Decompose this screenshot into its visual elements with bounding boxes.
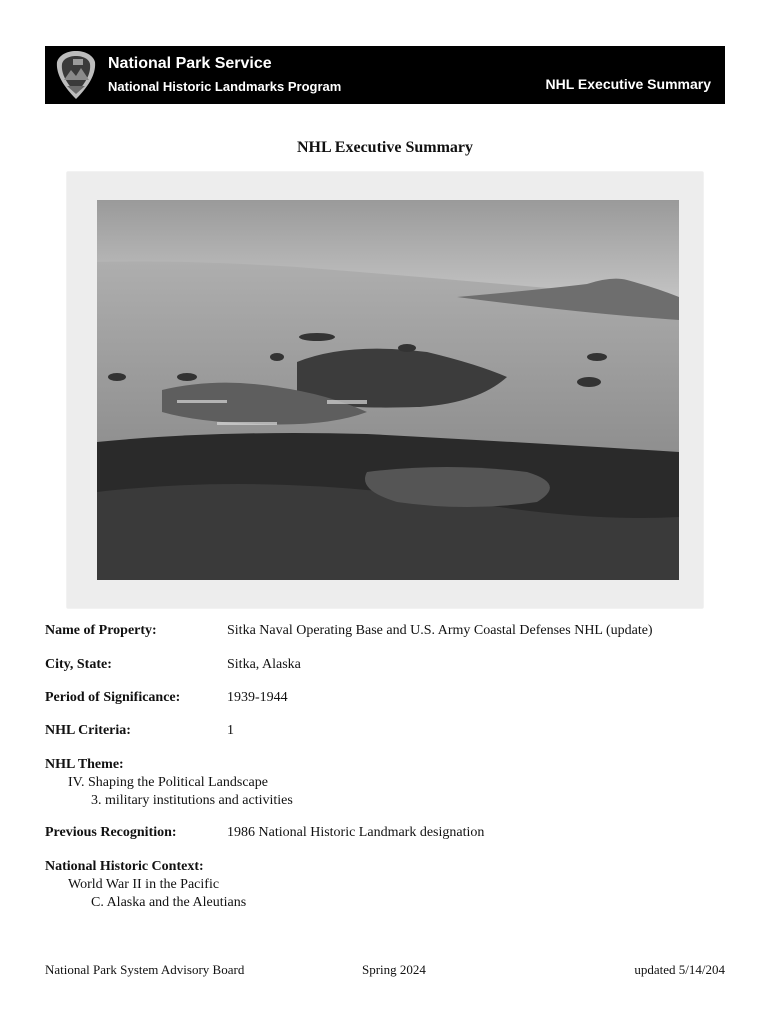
org-name: National Park Service xyxy=(108,55,272,72)
nps-arrowhead-icon xyxy=(55,50,97,100)
previous-recognition-label: Previous Recognition: xyxy=(45,825,177,840)
city-state-label: City, State: xyxy=(45,657,112,672)
nhl-theme-block xyxy=(45,756,293,810)
city-state-value: Sitka, Alaska xyxy=(227,657,301,672)
aerial-photo-image xyxy=(67,172,703,608)
nhl-theme-line1: IV. Shaping the Political Landscape xyxy=(68,775,268,790)
criteria-value: 1 xyxy=(227,723,234,738)
nhl-theme-label: NHL Theme: xyxy=(45,757,124,772)
name-of-property-value: Sitka Naval Operating Base and U.S. Army Coastal Defenses NHL (update) xyxy=(227,623,653,638)
historic-context-line2: C. Alaska and the Aleutians xyxy=(91,895,247,910)
previous-recognition-value: 1986 National Historic Landmark designation xyxy=(227,825,485,840)
page-title: NHL Executive Summary xyxy=(297,139,473,156)
banner-doc-title: NHL Executive Summary xyxy=(545,76,711,92)
period-label: Period of Significance: xyxy=(45,690,181,705)
header-banner xyxy=(45,46,725,104)
historic-context-label: National Historic Context: xyxy=(45,859,204,874)
footer-left: National Park System Advisory Board xyxy=(45,962,245,977)
period-value: 1939-1944 xyxy=(227,690,288,705)
footer-center: Spring 2024 xyxy=(362,962,426,977)
footer-right: updated 5/14/204 xyxy=(634,962,725,977)
historic-context-line1: World War II in the Pacific xyxy=(68,877,220,892)
nhl-theme-line2: 3. military institutions and activities xyxy=(91,793,293,808)
name-of-property-label: Name of Property: xyxy=(45,623,157,638)
program-name: National Historic Landmarks Program xyxy=(108,79,342,94)
historic-context-block xyxy=(45,858,246,912)
aerial-photo xyxy=(67,172,703,608)
criteria-label: NHL Criteria: xyxy=(45,723,131,738)
